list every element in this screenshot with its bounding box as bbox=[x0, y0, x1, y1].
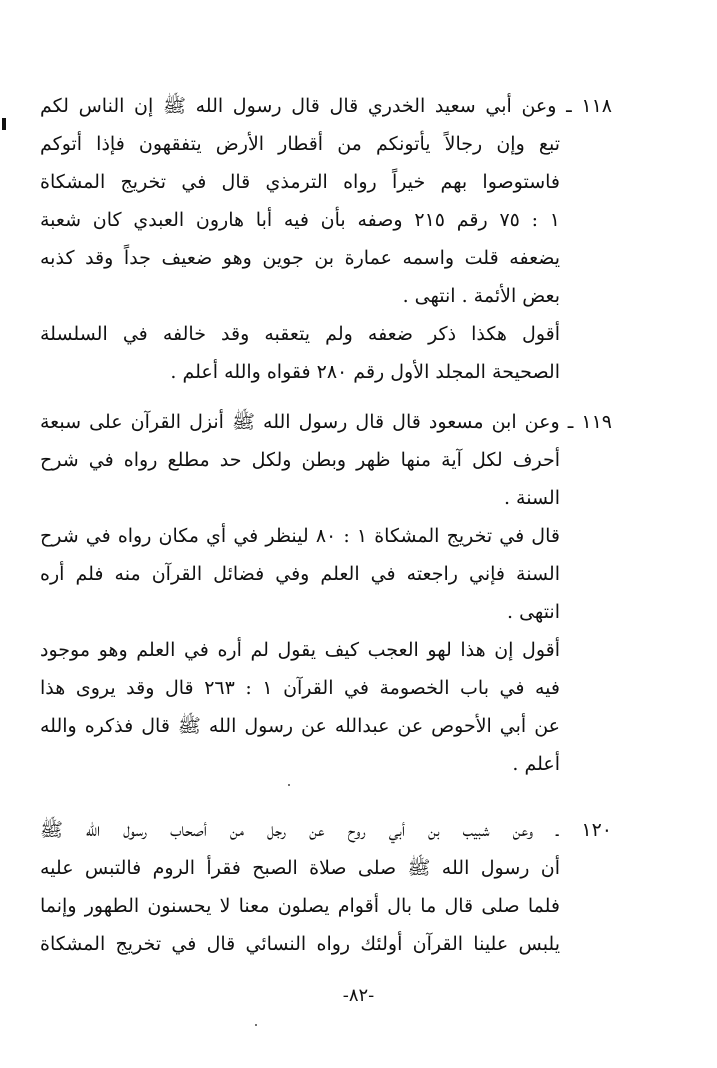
speck bbox=[255, 1024, 257, 1026]
margin-mark bbox=[2, 118, 6, 130]
entry-118-line-2: تبع وإن رجالاً يأتونكم من أقطار الأرض يتفقهون فإذا أتوكم bbox=[40, 133, 560, 155]
entry-118-line-1: ١١٨ ـ وعن أبي سعيد الخدري قال قال رسول الله ﷺ إن الناس لكم bbox=[40, 95, 612, 117]
entry-119-line-8: فيه في باب الخصومة في القرآن ١ : ٢٦٣ قال وقد يروى هذا bbox=[40, 677, 560, 699]
entry-119-line-9: عن أبي الأحوص عن عبدالله عن رسول الله ﷺ قال فذكره والله bbox=[40, 715, 560, 737]
entry-119-line-10: أعلم . bbox=[512, 753, 560, 775]
entry-119-line-5: السنة فإني راجعته في العلم وفي فضائل القرآن منه فلم أره bbox=[40, 563, 560, 585]
speck bbox=[288, 784, 290, 786]
entry-120-line-2: أن رسول الله ﷺ صلى صلاة الصبح فقرأ الروم فالتبس عليه bbox=[40, 857, 560, 879]
entry-119-line-1: ١١٩ ـ وعن ابن مسعود قال قال رسول الله ﷺ أنزل القرآن على سبعة bbox=[40, 411, 612, 433]
entry-119-line-3: السنة . bbox=[503, 487, 560, 509]
entry-119-line-4: قال في تخريج المشكاة ١ : ٨٠ لينظر في أي مكان رواه في شرح bbox=[40, 525, 560, 547]
entry-118-line-4: ١ : ٧٥ رقم ٢١٥ وصفه بأن فيه أبا هارون العبدي كان شعبة bbox=[40, 209, 561, 231]
entry-118-line-8: الصحيحة المجلد الأول رقم ٢٨٠ فقواه والله أعلم . bbox=[170, 361, 560, 383]
entry-118-line-6: بعض الأئمة . انتهى . bbox=[402, 285, 560, 307]
page-number: -٨٢- bbox=[342, 985, 375, 1006]
entry-119-line-6: انتهى . bbox=[507, 601, 560, 623]
entry-119-line-2: أحرف لكل آية منها ظهر وبطن ولكل حد مطلع رواه في شرح bbox=[40, 449, 560, 471]
entry-119-line-7: أقول إن هذا لهو العجب كيف يقول لم أره في العلم وهو موجود bbox=[40, 639, 560, 661]
entry-120-line-1: ١٢٠ ـ وعن شبيب بن أبي روح عن رجل من أصحاب رسول الله ﷺ bbox=[40, 819, 612, 841]
entry-118-line-5: يضعفه قلت واسمه عمارة بن جوين وهو ضعيف جداً وقد كذبه bbox=[40, 247, 560, 269]
entry-118-line-7: أقول هكذا ذكر ضعفه ولم يتعقبه وقد خالفه في السلسلة bbox=[40, 323, 560, 345]
entry-118-line-3: فاستوصوا بهم خيراً رواه الترمذي قال في تخريج المشكاة bbox=[40, 171, 560, 193]
entry-120-line-4: يلبس علينا القرآن أولئك رواه النسائي قال في تخريج المشكاة bbox=[40, 933, 561, 955]
entry-120-line-3: فلما صلى قال ما بال أقوام يصلون معنا لا يحسنون الطهور وإنما bbox=[40, 895, 560, 917]
